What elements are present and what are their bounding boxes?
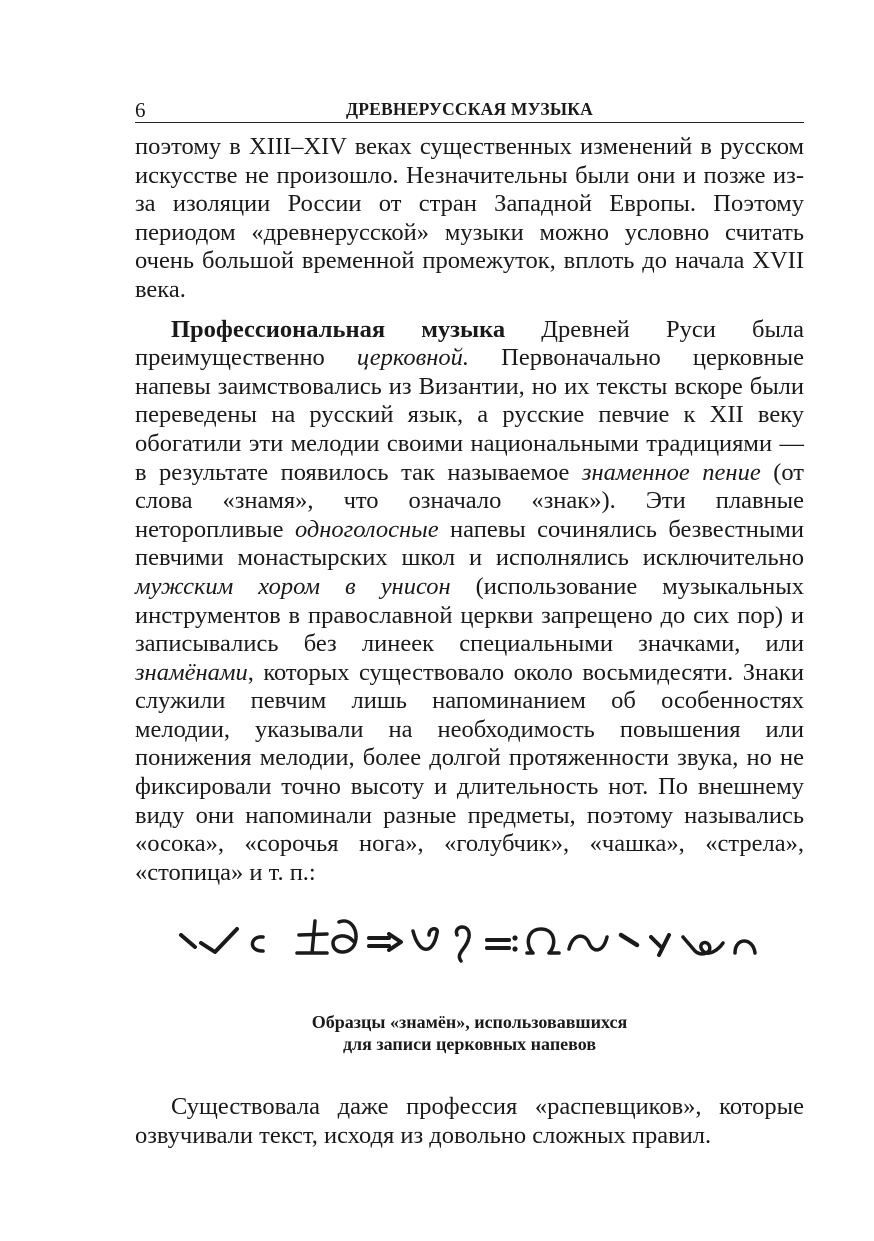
znamya-neumes-illustration	[175, 913, 765, 973]
neume-tick-icon	[651, 935, 669, 955]
running-header	[135, 92, 804, 123]
neume-dot-icon	[512, 947, 517, 952]
paragraph-professional-music	[135, 316, 804, 888]
text-run: (использование музыкальных инструментов в православной церкви запрещено до сих пор) и записывались без линеек специальными значками, или	[135, 572, 804, 658]
neume-dot-icon	[512, 936, 517, 941]
page-number: 6	[135, 98, 146, 122]
caption-line: для записи церковных напевов	[342, 1034, 597, 1055]
neume-snake-icon	[456, 927, 469, 961]
neume-omega-icon	[527, 929, 559, 953]
text-run: напевы сочинялись безвестными певчими монастырских школ и исполнялись исключительно	[135, 515, 804, 572]
neume-stopitsa-icon	[487, 940, 509, 948]
paragraph-continued: поэтому в XIII–XIV веках существенных изменений в русском искусстве не произошло. Незначительны были они и позже из-за изоляции России от стран Западной Европы. Поэтому периодом «древнерусской» музыки можно условно считать очень большой временной промежуток, вплоть до начала XVII века.	[135, 133, 804, 303]
neume-double-dash-icon	[369, 938, 389, 946]
text-run: (от слова «знамя», что означало «знак»). Эти плавные неторопливые	[135, 458, 805, 543]
neume-cup-icon	[252, 937, 263, 951]
neume-scroll-icon	[683, 937, 723, 954]
neume-curl-icon	[333, 921, 356, 952]
neume-arrow-icon	[389, 934, 401, 950]
text-run: Древней Руси была преимущественно	[135, 315, 804, 372]
running-title: ДРЕВНЕРУССКАЯ МУЗЫКА	[346, 99, 593, 119]
italic-term-church: церковной.	[356, 344, 470, 372]
figure-caption	[135, 1011, 804, 1055]
caption-line: Образцы «знамён», использовавшихся	[311, 1012, 628, 1033]
neume-wave-icon	[569, 937, 607, 951]
neume-loop-icon	[413, 929, 437, 950]
neume-arc-icon	[735, 941, 755, 953]
book-page	[135, 92, 804, 1151]
italic-term-monophonic: одноголосные	[294, 515, 439, 543]
bold-term-professional-music: Профессиональная музыка	[171, 315, 506, 343]
neume-hook-icon	[181, 935, 195, 947]
italic-term-znameny: знамёнами	[135, 658, 248, 686]
text-run: Первоначально церковные напевы заимствовались из Византии, но их тексты вскоре были переведены на русский язык, а русские певчие к XII веку обогатили эти мелодии своими национальными традициями — в результате появилось так называемое	[135, 344, 804, 486]
neume-stroke-icon	[621, 935, 637, 945]
text-run: , которых существовало около восьмидесяти. Знаки служили певчим лишь напоминанием об особенностях мелодии, указывали на необходимость повышения или понижения мелодии, более долгой протяженности звука, но не фиксировали точно высоту и длительность нот. По внешнему виду они напоминали разные предметы, поэтому назывались «осока», «сорочья нога», «голубчик», «чашка», «стрела», «стопица» и т. п.:	[135, 658, 804, 886]
neume-check-icon	[201, 929, 237, 952]
italic-term-male-choir-unison: мужским хором в унисон	[135, 572, 451, 600]
italic-term-znamenny-chant: знаменное пение	[581, 458, 761, 486]
paragraph-raspevshchiki: Существовала даже профессия «распевщиков», которые озвучивали текст, исходя из довольно сложных правил.	[135, 1093, 804, 1150]
neume-cross-icon	[297, 921, 327, 953]
body-text	[135, 133, 804, 1151]
